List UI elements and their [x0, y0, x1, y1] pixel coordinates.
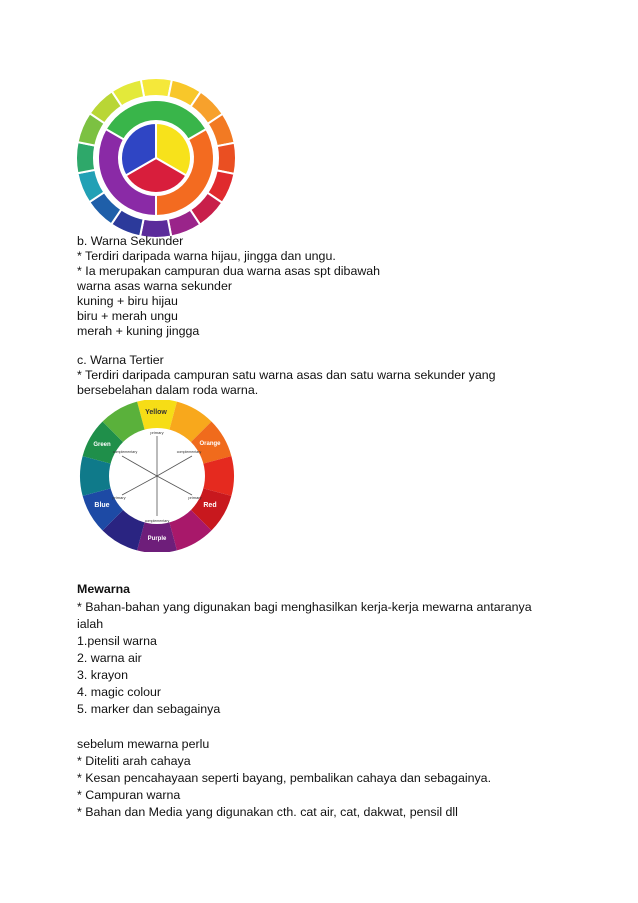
- arrow-label-complementary: complementary: [112, 450, 138, 454]
- wheel-outer-segment: [141, 78, 172, 97]
- before-line: * Diteliti arah cahaya: [77, 754, 191, 768]
- labelled-color-wheel-figure: [77, 400, 237, 552]
- color-label-red: Red: [203, 502, 217, 509]
- before-line: * Bahan dan Media yang digunakan cth. cat air, cat, dakwat, pensil dll: [77, 805, 458, 819]
- tertiary-heading: c. Warna Tertier: [77, 353, 164, 367]
- tertiary-line: * Terdiri daripada campuran satu warna asas dan satu warna sekunder yang: [77, 368, 496, 382]
- color-label-purple: Purple: [147, 536, 167, 542]
- secondary-line: warna asas warna sekunder: [77, 279, 232, 293]
- wheel-outer-segment: [76, 142, 95, 173]
- color-label-blue: Blue: [94, 502, 110, 509]
- arrow-label-complementary: complementary: [144, 519, 170, 523]
- arrow-label-primary: primary: [112, 495, 126, 500]
- list-item: 2. warna air: [77, 651, 142, 665]
- arrow-label-complementary: complementary: [176, 450, 202, 454]
- coloring-heading: Mewarna: [77, 582, 131, 596]
- secondary-line: kuning + biru hijau: [77, 294, 178, 308]
- color-label-yellow: Yellow: [145, 409, 167, 416]
- secondary-line: merah + kuning jingga: [77, 324, 200, 338]
- secondary-heading: b. Warna Sekunder: [77, 234, 184, 248]
- color-wheel-figure: [75, 77, 237, 239]
- color-label-orange: Orange: [199, 441, 221, 447]
- arrow-label-primary: primary: [150, 430, 164, 435]
- secondary-line: * Terdiri daripada warna hijau, jingga dan ungu.: [77, 249, 336, 263]
- arrow-label-primary: primary: [188, 495, 202, 500]
- list-item: 4. magic colour: [77, 685, 162, 699]
- before-line: * Campuran warna: [77, 788, 181, 802]
- wheel-outer-segment: [217, 143, 236, 174]
- list-item: 1.pensil warna: [77, 634, 157, 648]
- secondary-line: biru + merah ungu: [77, 309, 178, 323]
- tertiary-line: bersebelahan dalam roda warna.: [77, 383, 259, 397]
- list-item: 5. marker dan sebagainya: [77, 702, 221, 716]
- coloring-intro: ialah: [77, 617, 104, 631]
- coloring-intro: * Bahan-bahan yang digunakan bagi menghasilkan kerja-kerja mewarna antaranya: [77, 600, 532, 614]
- before-line: * Kesan pencahayaan seperti bayang, pembalikan cahaya dan sebagainya.: [77, 771, 492, 785]
- secondary-line: * Ia merupakan campuran dua warna asas spt dibawah: [77, 264, 381, 278]
- before-heading: sebelum mewarna perlu: [77, 737, 210, 751]
- color-label-green: Green: [93, 442, 111, 448]
- list-item: 3. krayon: [77, 668, 128, 682]
